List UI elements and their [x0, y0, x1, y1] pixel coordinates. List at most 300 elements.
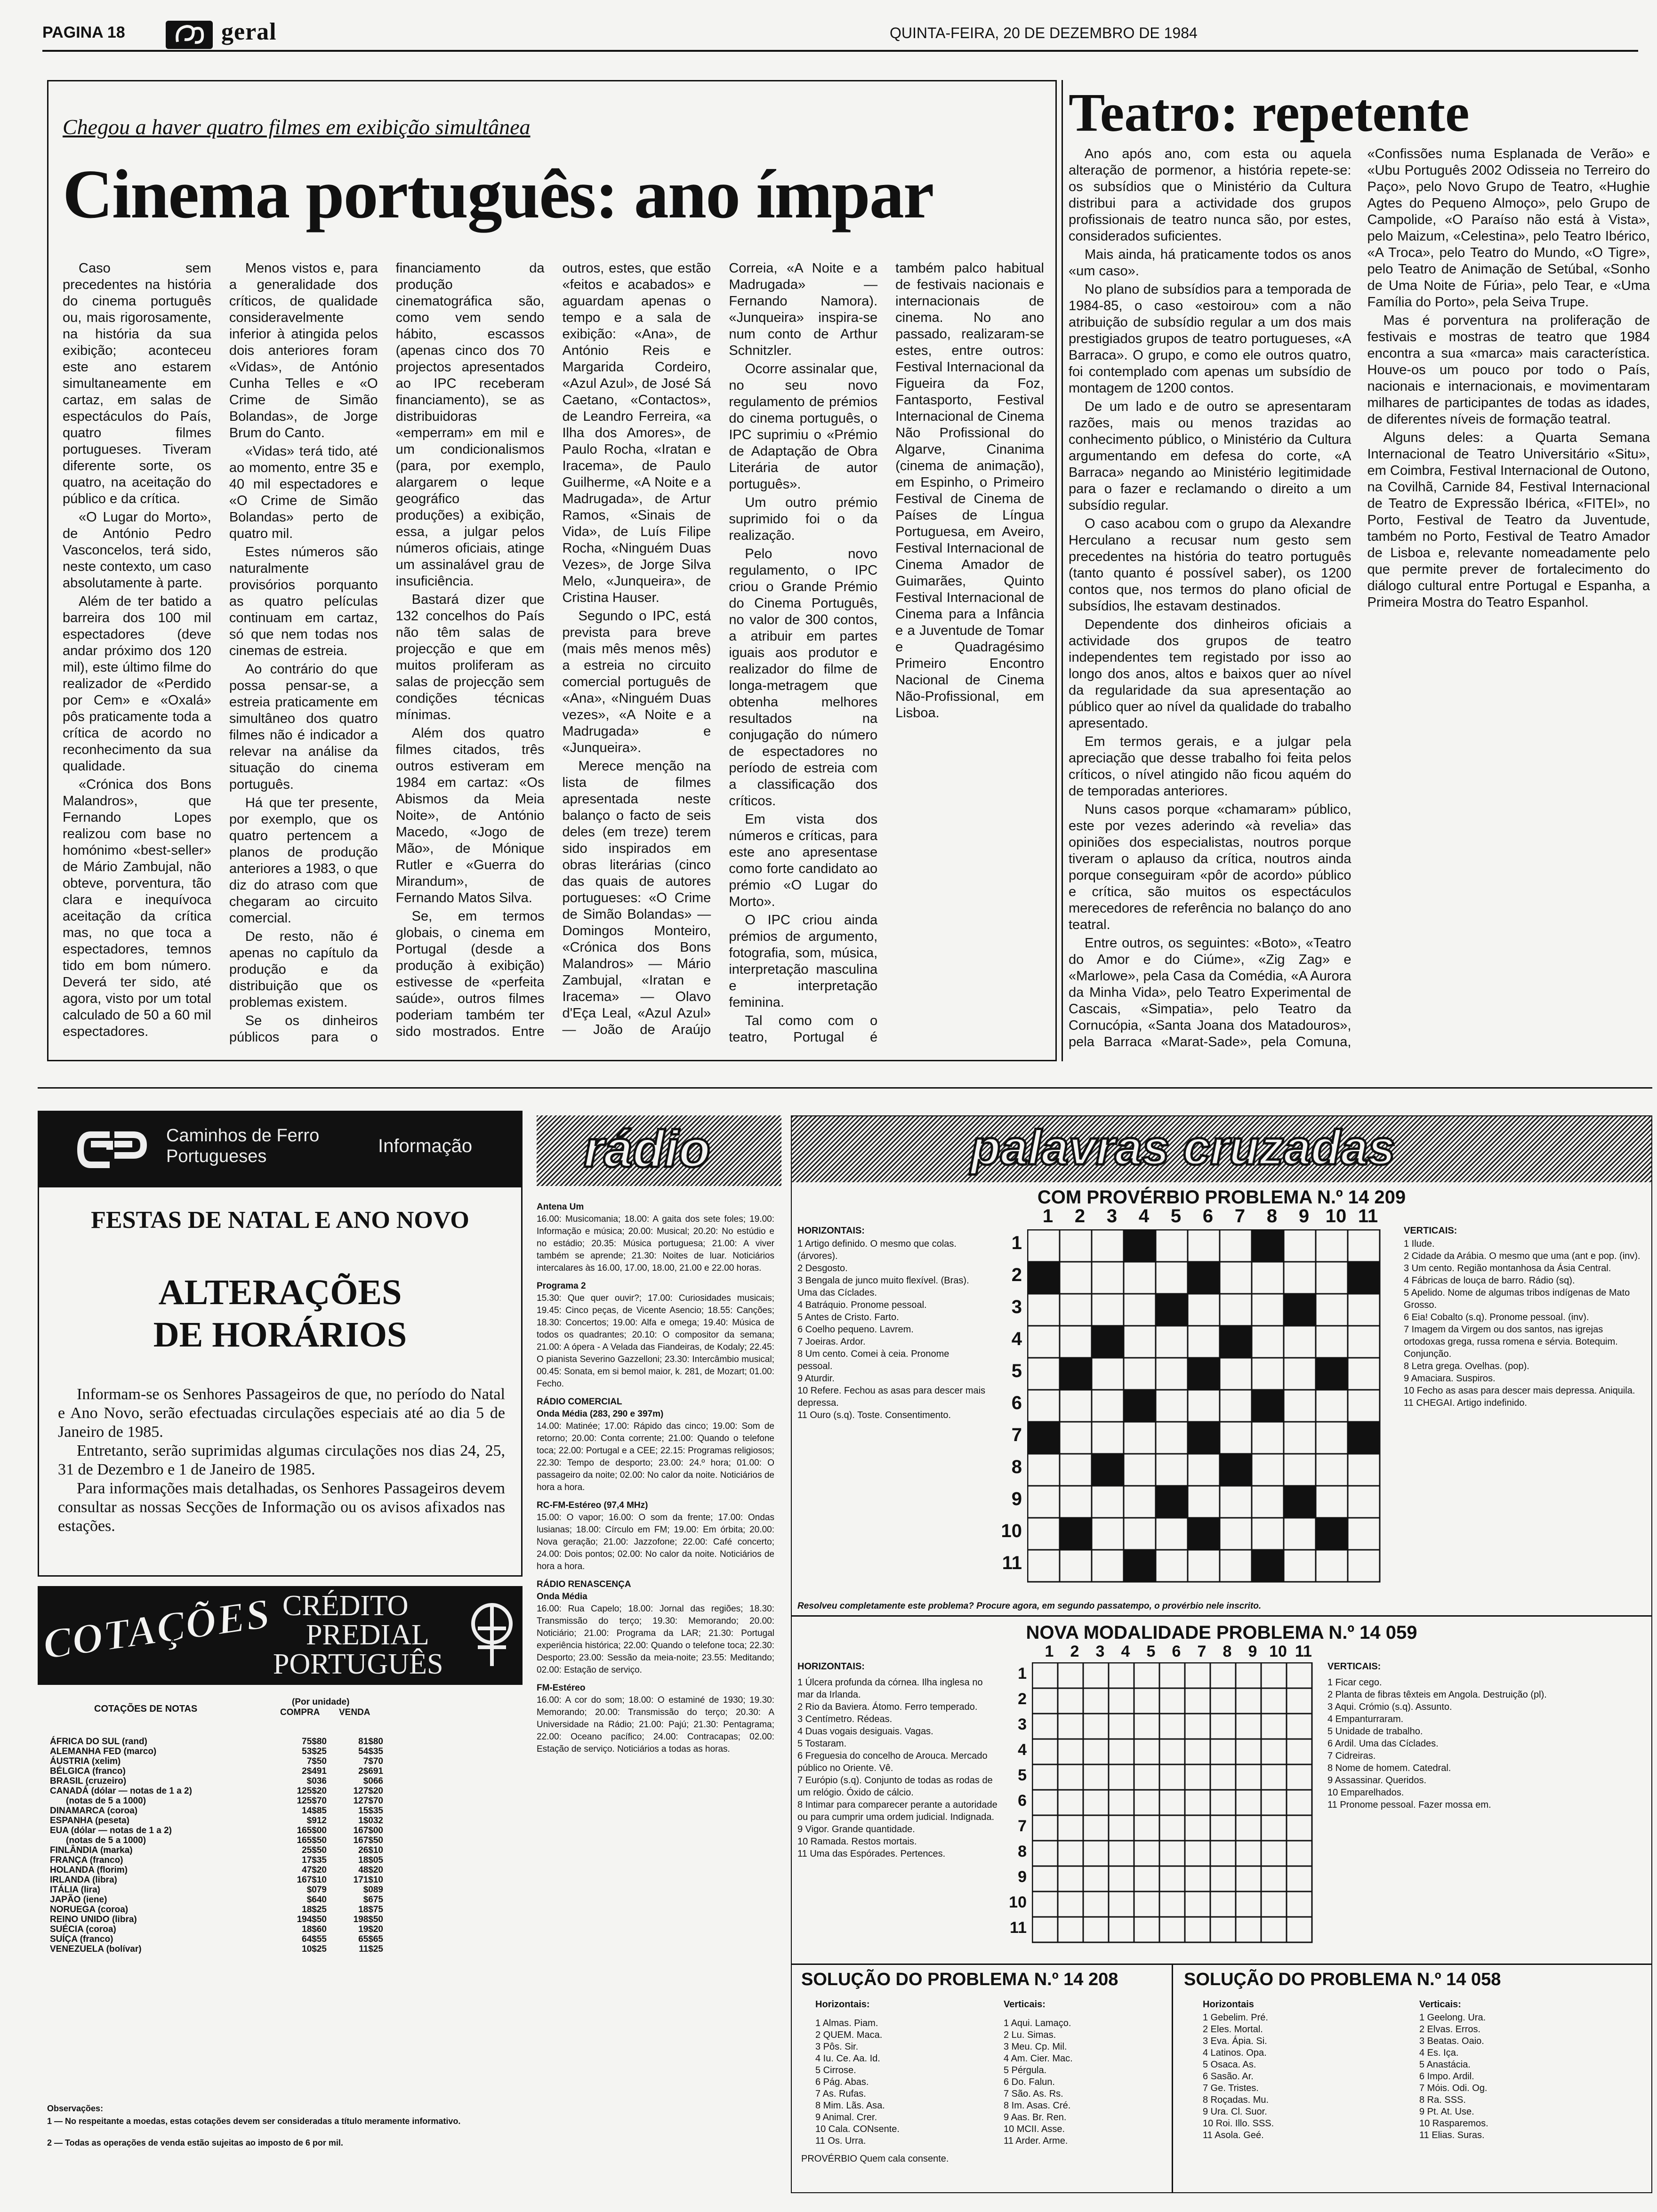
cotacoes-box [38, 1586, 523, 2184]
cotacoes-row [47, 1934, 386, 1944]
grid-cell [1083, 1663, 1109, 1688]
currency-name: ALEMANHA FED (marco) [50, 1747, 157, 1756]
grid-cell [1092, 1422, 1124, 1454]
grid-cell [1156, 1454, 1188, 1486]
radio-schedule: 15.00: O vapor; 16.00: O som da frente; 17.00: Ondas lusianas; 18.00: Círculo em FM; 19.00: Em órbita; 20.00: Nova geração; 21.00: Jazzofone; 22.00: Café concerto; 24.00: Dois pontos; 02.00: No calor da noite. Noticiários de hora a hora. [537, 1513, 774, 1571]
grid-cell [1092, 1550, 1124, 1582]
currency-name: NORUEGA (coroa) [50, 1905, 129, 1915]
grid-cell-black [1220, 1326, 1252, 1358]
clue-horizontal: 7 Joeiras. Ardor. [797, 1337, 866, 1347]
cinema-paragraph: O IPC criou ainda prémios de argumento, fotografia, som, música, interpretação masculina e interpretação feminina. [729, 913, 878, 1010]
grid-cell [1185, 1815, 1210, 1841]
grid-cell [1284, 1358, 1316, 1390]
radio-schedule: 16.00: Rua Capelo; 18.00: Jornal das regiões; 18.30: Transmissão do terço; 19.30: Memorando; 20.00: Noticiário; 21.00: Programa da LAR; 21.30: Portugal experiência histórica; 22.00: Quando o telefone toca; 22.30: Desporto; 23.00: Sessão da meia-noite; 23.55: Meditando; 02.00: Estação de serviço. [537, 1604, 774, 1675]
grid-cell [1316, 1390, 1348, 1422]
sell-rate: 54$35 [358, 1747, 383, 1756]
buy-rate: $036 [306, 1776, 327, 1786]
column-number: 5 [1170, 1206, 1182, 1226]
currency-name: (notas de 5 a 1000) [66, 1796, 146, 1806]
currency-name: (notas de 5 a 1000) [66, 1835, 146, 1845]
grid-cell [1134, 1739, 1159, 1764]
column-number: 3 [1095, 1643, 1105, 1660]
grid-cell [1185, 1917, 1210, 1942]
solution-vertical: 2 Lu. Simas. [1004, 2030, 1056, 2040]
grid-cell [1236, 1764, 1261, 1790]
clue-horizontal: 4 Duas vogais desiguais. Vagas. [797, 1726, 933, 1737]
cinema-paragraph: Além dos quatro filmes citados, três outros estiveram em 1984 em cartaz: «Os Abismos da Meia Noite», de António Macedo, «Jogo de Mão», de Mónique Rutler e «Guerra do Mirandum», de Fernando Matos Silva. [395, 726, 545, 906]
solution2-verticals [1419, 2012, 1608, 2141]
grid-cell-black [1316, 1358, 1348, 1390]
teatro-body [1069, 146, 1650, 1054]
grid-cell [1287, 1891, 1312, 1917]
row-number: 9 [1018, 1868, 1027, 1886]
currency-name: JAPÃO (iene) [50, 1895, 107, 1905]
currency-name: IRLANDA (libra) [50, 1875, 117, 1885]
currency-name: SUÉCIA (coroa) [50, 1924, 116, 1934]
column-number: 2 [1074, 1206, 1086, 1226]
grid-cell [1134, 1815, 1159, 1841]
grid-cell [1188, 1326, 1220, 1358]
solution-vertical: 11 Elias. Suras. [1419, 2130, 1485, 2140]
clue-horizontal: 11 Ouro (s.q). Toste. Consentimento. [797, 1410, 951, 1420]
grid-cell [1348, 1326, 1380, 1358]
row-number: 6 [1011, 1392, 1022, 1413]
grid-cell [1028, 1358, 1060, 1390]
clue-vertical: 10 Emparelhados. [1327, 1787, 1404, 1798]
grid-cell [1287, 1714, 1312, 1739]
grid-cell [1220, 1294, 1252, 1326]
grid-cell [1210, 1790, 1236, 1815]
clue-horizontal: 5 Antes de Cristo. Farto. [797, 1312, 899, 1322]
cotacoes-heading: COTAÇÕES DE NOTAS [94, 1704, 198, 1714]
sell-rate: 26$10 [358, 1845, 383, 1855]
sell-rate: 18$75 [358, 1905, 383, 1915]
grid-cell [1252, 1326, 1284, 1358]
row-number: 7 [1018, 1817, 1027, 1835]
teatro-article [1069, 80, 1652, 1061]
solution-vertical: 3 Meu. Cp. Mil. [1004, 2042, 1067, 2052]
section-logo-icon [166, 21, 213, 49]
clue-vertical: 8 Letra grega. Ovelhas. (pop). [1404, 1361, 1529, 1371]
grid-cell-black [1124, 1230, 1156, 1262]
clue-horizontal: 1 Úlcera profunda da córnea. Ilha inglesa no mar da Irlanda. [797, 1677, 983, 1700]
grid-cell [1188, 1230, 1220, 1262]
radio-banner [537, 1115, 781, 1186]
grid-cell [1109, 1917, 1134, 1942]
cp-subheadline-2: DE HORÁRIOS [153, 1315, 407, 1354]
column-number: 9 [1298, 1206, 1310, 1226]
grid-cell [1188, 1550, 1220, 1582]
sell-rate: 81$80 [358, 1737, 383, 1747]
grid-cell [1092, 1390, 1124, 1422]
row-number: 7 [1011, 1424, 1022, 1445]
row-number: 11 [1002, 1552, 1022, 1573]
buy-rate: 125$70 [297, 1796, 327, 1806]
clue-vertical: 8 Nome de homem. Catedral. [1327, 1763, 1451, 1773]
cotacoes-row [47, 1747, 386, 1756]
clue-horizontal: 5 Tostaram. [797, 1739, 847, 1749]
grid-cell-black [1188, 1358, 1220, 1390]
solution-vertical: 3 Beatas. Oaio. [1419, 2036, 1484, 2046]
grid-cell [1159, 1764, 1185, 1790]
column-number: 7 [1234, 1206, 1246, 1226]
clue-horizontal: 1 Artigo definido. O mesmo que colas. (árvores). [797, 1239, 957, 1261]
cinema-body [63, 260, 1044, 1051]
solution-vertical: 1 Aqui. Lamaço. [1004, 2018, 1071, 2028]
grid-cell [1159, 1790, 1185, 1815]
teatro-paragraph: Dependente dos dinheiros oficiais a actividade dos grupos de teatro independentes tem registado por isso ao longo dos anos, altos e baixos quer ao nível da regularidade da sua apresentação ao público quer ao nível da qualidade do trabalho apresentado. [1069, 617, 1351, 731]
clue-horizontal: 6 Coelho pequeno. Lavrem. [797, 1324, 914, 1335]
clue-vertical: 10 Fecho as asas para descer mais depressa. Aniquila. [1404, 1386, 1635, 1396]
clue-vertical: 7 Imagem da Virgem ou dos santos, nas igrejas ortodoxas grega, russa romena e sérvia. Botequim. Conjunção. [1404, 1324, 1618, 1359]
puzzle1-col-numbers [1032, 1206, 1378, 1229]
grid-cell-black [1060, 1518, 1092, 1550]
grid-cell [1109, 1841, 1134, 1866]
clue-vertical: 6 Ardil. Uma das Cíclades. [1327, 1739, 1439, 1749]
grid-cell [1287, 1739, 1312, 1764]
puzzle2-col-numbers [1037, 1643, 1319, 1661]
sell-rate: 18$05 [358, 1855, 383, 1865]
grid-cell [1210, 1917, 1236, 1942]
grid-cell [1316, 1326, 1348, 1358]
cotacoes-table [47, 1737, 386, 1954]
grid-cell-black [1284, 1294, 1316, 1326]
buy-rate: 2$491 [302, 1766, 327, 1776]
cp-paragraph: Entretanto, serão suprimidas algumas circulações nos dias 24, 25, 31 de Dezembro e 1 de Janeiro de 1985. [58, 1442, 505, 1478]
sell-rate: 19$20 [358, 1924, 383, 1934]
puzzle2-horizontals [797, 1676, 1000, 1860]
puzzle1-horizontals [797, 1238, 986, 1421]
solution-vertical: 5 Anastácia. [1419, 2060, 1471, 2070]
column-number: 11 [1295, 1643, 1312, 1660]
clue-vertical: 11 Pronome pessoal. Fazer mossa em. [1327, 1800, 1491, 1810]
grid-cell [1060, 1550, 1092, 1582]
grid-cell [1220, 1390, 1252, 1422]
radio-schedule: 16.00: A cor do som; 18.00: O estaminé de 1930; 19.30: Memorando; 20.00: Transmissão do terço; 20.30: A Universidade na Rádio; 21.00: Pajú; 21.30: Pentagrama; 22.00: Oceano pacífico; 24.00: Contracapas; 02.00: Estação de serviço. Noticiários a todas as horas. [537, 1695, 774, 1754]
grid-cell [1032, 1866, 1058, 1891]
cotacoes-row [47, 1865, 386, 1875]
grid-cell [1220, 1486, 1252, 1518]
puzzle1-horizontals-title: HORIZONTAIS: [797, 1226, 865, 1236]
grid-cell [1261, 1917, 1287, 1942]
currency-name: ÁFRICA DO SUL (rand) [50, 1737, 147, 1747]
grid-cell [1284, 1518, 1316, 1550]
currency-name: ÁUSTRIA (xelim) [50, 1756, 121, 1766]
cp-info-label: Informação [378, 1136, 473, 1156]
radio-station-name: RÁDIO COMERCIAL [537, 1397, 622, 1407]
grid-cell [1109, 1688, 1134, 1714]
cotacoes-row [47, 1845, 386, 1855]
grid-cell [1134, 1917, 1159, 1942]
solution-horizontal: 1 Almas. Piam. [815, 2018, 878, 2028]
grid-cell [1348, 1518, 1380, 1550]
cp-body [58, 1385, 505, 1536]
row-number: 4 [1018, 1741, 1027, 1759]
solution2-title: SOLUÇÃO DO PROBLEMA N.º 14 058 [1184, 1970, 1501, 1989]
solution-vertical: 9 Aas. Br. Ren. [1004, 2112, 1067, 2123]
solution-horizontal: 7 Ge. Tristes. [1203, 2083, 1259, 2093]
solution-horizontal: 8 Mim. Lãs. Asa. [815, 2100, 885, 2111]
cinema-paragraph: Caso sem precedentes na história do cinema português ou, mais rigorosamente, na história da sua exibição; aconteceu este ano estarem simultaneamente em cartaz, em salas de espectáculos do País, quatro filmes portugueses. Tiveram diferente sorte, os quatro, na aceitação do público e da crítica. [63, 261, 211, 506]
grid-cell [1188, 1454, 1220, 1486]
grid-cell-black [1252, 1390, 1284, 1422]
solution-vertical: 4 Am. Cier. Mac. [1004, 2053, 1073, 2064]
grid-cell [1210, 1866, 1236, 1891]
grid-cell-black [1092, 1454, 1124, 1486]
buy-rate: 75$80 [302, 1737, 327, 1747]
buy-rate: 64$55 [302, 1934, 327, 1944]
row-number: 5 [1018, 1766, 1027, 1785]
solution1-proverb: PROVÉRBIO Quem cala consente. [801, 2154, 949, 2164]
grid-cell [1159, 1866, 1185, 1891]
buy-rate: 165$00 [297, 1826, 327, 1835]
solution2-v-title: Verticais: [1419, 1999, 1461, 2010]
grid-cell [1124, 1518, 1156, 1550]
cinema-paragraph: Ocorre assinalar que, no seu novo regulamento de prémios do cinema português, o IPC suprimiu o «Prémio de Adaptação de Obra Literária de autor português». [729, 361, 878, 492]
grid-cell [1028, 1294, 1060, 1326]
sell-rate: $066 [363, 1776, 383, 1786]
grid-cell [1083, 1917, 1109, 1942]
clue-vertical: 9 Assassinar. Queridos. [1327, 1775, 1427, 1786]
cotacoes-banner [38, 1586, 523, 1685]
grid-cell [1348, 1550, 1380, 1582]
clue-vertical: 4 Empanturraram. [1327, 1714, 1404, 1724]
clue-vertical: 1 Ficar cego. [1327, 1677, 1382, 1688]
grid-cell [1156, 1326, 1188, 1358]
cp-company: Caminhos de Ferro Portugueses [166, 1126, 320, 1166]
clue-vertical: 2 Planta de fibras têxteis em Angola. Destruição (pl). [1327, 1690, 1547, 1700]
grid-cell [1109, 1815, 1134, 1841]
cinema-paragraph: «Crónica dos Bons Malandros», que Fernando Lopes realizou com base no homónimo «best-seller» de Mário Zambujal, não obteve, porventura, tão clara e inequívoca aceitação da crítica mas, no que toca a espectadores, temnos tido em bom número. Deverá ter sido, até agora, visto por um total calculado de 50 a 60 mil espectadores. [63, 777, 211, 1039]
grid-cell [1032, 1663, 1058, 1688]
grid-cell [1348, 1454, 1380, 1486]
cinema-paragraph: «O Lugar do Morto», de António Pedro Vasconcelos, terá sido, neste contexto, um caso absolutamente à parte. [63, 510, 211, 591]
grid-cell [1058, 1866, 1083, 1891]
grid-cell [1124, 1422, 1156, 1454]
grid-cell [1210, 1841, 1236, 1866]
column-number: 6 [1172, 1643, 1181, 1660]
column-number: 8 [1266, 1206, 1278, 1226]
grid-cell [1188, 1390, 1220, 1422]
row-number: 3 [1011, 1296, 1022, 1317]
grid-cell [1284, 1422, 1316, 1454]
solution1-box [792, 1965, 1173, 2193]
grid-cell [1159, 1739, 1185, 1764]
currency-name: ESPANHA (peseta) [50, 1816, 129, 1826]
radio-station-name: RC-FM-Estéreo (97,4 MHz) [537, 1500, 648, 1510]
grid-cell [1210, 1714, 1236, 1739]
currency-name: HOLANDA (florim) [50, 1865, 128, 1875]
grid-cell [1032, 1714, 1058, 1739]
grid-cell [1058, 1815, 1083, 1841]
bank-name-3: PORTUGUÊS [273, 1648, 443, 1680]
grid-cell-black [1156, 1294, 1188, 1326]
solution-vertical: 8 Ra. SSS. [1419, 2095, 1466, 2105]
grid-cell [1236, 1663, 1261, 1688]
cinema-headline: Cinema português: ano ímpar [63, 156, 933, 233]
column-number: 8 [1223, 1643, 1232, 1660]
grid-cell [1060, 1390, 1092, 1422]
grid-cell [1287, 1790, 1312, 1815]
grid-cell [1185, 1891, 1210, 1917]
grid-cell [1284, 1550, 1316, 1582]
grid-cell [1060, 1262, 1092, 1294]
solution-horizontal: 10 Roi. Illo. SSS. [1203, 2118, 1274, 2129]
cotacoes-row [47, 1816, 386, 1826]
grid-cell [1261, 1790, 1287, 1815]
grid-cell [1159, 1917, 1185, 1942]
teatro-paragraph: Em termos gerais, e a julgar pela apreciação que desse trabalho foi feita pelos críticos, o nível atingido não ficou aquém do de temporadas anteriores. [1069, 734, 1351, 799]
grid-cell [1316, 1262, 1348, 1294]
grid-cell [1348, 1358, 1380, 1390]
grid-cell [1156, 1518, 1188, 1550]
grid-cell [1156, 1358, 1188, 1390]
currency-name: BÉLGICA (franco) [50, 1766, 126, 1776]
currency-name: DINAMARCA (coroa) [50, 1806, 138, 1816]
radio-station-band: Onda Média [537, 1592, 587, 1602]
row-number: 10 [1009, 1893, 1027, 1912]
row-number: 2 [1018, 1690, 1027, 1708]
grid-cell [1261, 1663, 1287, 1688]
cp-subheadline-1: ALTERAÇÕES [158, 1273, 402, 1312]
cinema-paragraph: Em vista dos números e críticas, para este ano apresentase como forte candidato ao prémio «O Lugar do Morto». [729, 812, 878, 909]
grid-cell [1032, 1790, 1058, 1815]
buy-rate: $912 [306, 1816, 327, 1826]
solution-horizontal: 2 Eles. Mortal. [1203, 2024, 1263, 2035]
solution1-horizontals [815, 2018, 975, 2147]
grid-cell [1156, 1390, 1188, 1422]
solution1-v-title: Verticais: [1004, 1999, 1046, 2010]
grid-cell [1058, 1891, 1083, 1917]
puzzle2-grid [1032, 1662, 1319, 1949]
buy-rate: 7$50 [306, 1756, 327, 1766]
sell-rate: 127$20 [353, 1786, 383, 1796]
grid-cell-black [1156, 1486, 1188, 1518]
clue-vertical: 5 Unidade de trabalho. [1327, 1726, 1423, 1737]
clue-horizontal: 8 Um cento. Comei à ceia. Pronome pessoal. [797, 1349, 949, 1371]
currency-name: REINO UNIDO (libra) [50, 1915, 137, 1924]
grid-cell [1252, 1422, 1284, 1454]
column-number: 10 [1325, 1206, 1347, 1226]
radio-schedule: 14.00: Matinée; 17.00: Rápido das cinco; 19.00: Som de retorno; 20.00: Conta corrente; 21.00: Quando o telefone toca; 22.00: Portugal e a CEE; 22.15: Programas religiosos; 22.30: Tempo de desporto; 23.00: 24.º hora; 01.00: O passageiro da noite; 02.00: No calor da noite. Noticiários de hora a hora. [537, 1421, 774, 1492]
grid-cell [1188, 1486, 1220, 1518]
grid-cell [1348, 1294, 1380, 1326]
crossword-banner [792, 1116, 1651, 1182]
grid-cell [1028, 1390, 1060, 1422]
row-number: 9 [1011, 1488, 1022, 1509]
grid-cell [1124, 1326, 1156, 1358]
cotacoes-row [47, 1786, 386, 1796]
grid-cell [1092, 1262, 1124, 1294]
cotacoes-row [47, 1885, 386, 1895]
cinema-paragraph: Estes números são naturalmente provisórios porquanto as quatro películas continuam em cartaz, só que nem todas nos cinemas de estreia. [229, 545, 378, 658]
grid-cell [1236, 1790, 1261, 1815]
solution-horizontal: 7 As. Rufas. [815, 2089, 866, 2099]
solution2-box [1174, 1965, 1651, 2193]
puzzle2-horizontals-title: HORIZONTAIS: [797, 1661, 865, 1672]
grid-cell-black [1124, 1390, 1156, 1422]
sell-rate: 167$50 [353, 1835, 383, 1845]
grid-cell [1236, 1866, 1261, 1891]
cinema-paragraph: Segundo o IPC, está prevista para breve (mais mês menos mês) a estreia no circuito comercial português de «Ana», «Ninguém Duas vezes», «A Noite e a Madrugada» e «Junqueira». [562, 609, 711, 755]
solution-horizontal: 10 Cala. CONsente. [815, 2124, 900, 2134]
radio-station-band: Onda Média (283, 290 e 397m) [537, 1409, 664, 1419]
grid-cell [1220, 1422, 1252, 1454]
grid-cell [1124, 1486, 1156, 1518]
grid-cell-black [1028, 1262, 1060, 1294]
column-number: 6 [1202, 1206, 1214, 1226]
grid-cell [1083, 1891, 1109, 1917]
grid-cell [1058, 1790, 1083, 1815]
grid-cell [1092, 1294, 1124, 1326]
grid-cell [1083, 1739, 1109, 1764]
grid-cell [1083, 1714, 1109, 1739]
currency-name: BRASIL (cruzeiro) [50, 1776, 127, 1786]
currency-name: ITÁLIA (lira) [50, 1885, 100, 1895]
teatro-paragraph: Ano após ano, com esta ou aquela alteração de pormenor, a história repete-se: os subsídios que o Ministério da Cultura distribui para a actividade dos grupos profissionais de teatro nunca são, por estes, considerados suficientes. [1069, 146, 1351, 244]
grid-cell [1159, 1891, 1185, 1917]
grid-cell [1083, 1815, 1109, 1841]
grid-cell [1060, 1326, 1092, 1358]
grid-cell [1287, 1815, 1312, 1841]
buy-rate: $640 [306, 1895, 327, 1905]
solution-vertical: 6 Impo. Ardil. [1419, 2071, 1474, 2082]
grid-cell [1236, 1891, 1261, 1917]
grid-cell-black [1348, 1422, 1380, 1454]
cotacoes-banner-text: COTAÇÕES [40, 1590, 273, 1668]
grid-cell [1210, 1663, 1236, 1688]
grid-cell [1156, 1550, 1188, 1582]
cotacoes-row [47, 1737, 386, 1747]
grid-cell [1287, 1764, 1312, 1790]
grid-cell [1287, 1866, 1312, 1891]
row-number: 8 [1018, 1843, 1027, 1861]
puzzle2-verticals-title: VERTICAIS: [1327, 1661, 1381, 1672]
currency-name: CANADÁ (dólar — notas de 1 a 2) [50, 1786, 192, 1796]
radio-listings [537, 1195, 774, 1758]
clue-horizontal: 11 Uma das Espórades. Pertences. [797, 1849, 946, 1859]
grid-cell [1316, 1486, 1348, 1518]
grid-cell-black [1092, 1326, 1124, 1358]
sell-rate: 11$25 [359, 1944, 383, 1954]
teatro-paragraph: Alguns deles: a Quarta Semana Internacional de Teatro Universitário «Situ», em Coimbra, Festival Internacional de Outono, na Covilhã, Carnide 84, Festival Internacional de Teatro de Expressão Ibérica, «FITEI», no Porto, Festival de Teatro da Juventude, também no Porto, Festival de Teatro Amador de Lisboa e, relevante nomeadamente pelo que permite prever de fortalecimento do diálogo cultural entre Portugal e Espanha, a Primeira Mostra do Teatro Espanhol. [1367, 430, 1650, 610]
cotacoes-row [47, 1855, 386, 1865]
grid-cell [1287, 1663, 1312, 1688]
clue-horizontal: 2 Rio da Baviera. Átomo. Ferro temperado. [797, 1702, 978, 1712]
currency-name: VENEZUELA (bolívar) [50, 1944, 142, 1954]
clue-horizontal: 7 Európio (s.q). Conjunto de todas as rodas de um relógio. Óxido de cálcio. [797, 1775, 993, 1798]
cotacoes-sell-header: VENDA [339, 1707, 370, 1717]
grid-cell [1134, 1841, 1159, 1866]
cinema-paragraph: Se, em termos globais, o cinema em Portugal (desde a produção à exibição) estivesse de «perfeita saúde», outros filmes poderiam também ter sido mostrados. Entre outros, estes, que estão «feitos e acabados» e aguardam apenas o tempo e a sala de exibição: «Ana», de António Reis e Margarida Cordeiro, «Azul Azul», de José Sá Caetano, «Contactos», de Leandro Ferreira, «a Ilha dos Amores», de Paulo Rocha, «Iratan e Iracema», de Paulo Guilherme, «A Noite e a Madrugada», de Artur Ramos, «Sinais de Vida», de Luís Filipe Rocha, «Ninguém Duas Vezes», de Jorge Silva Melo, «Junqueira», de Cristina Hauser. [395, 261, 711, 1039]
grid-cell [1236, 1841, 1261, 1866]
buy-rate: $079 [306, 1885, 327, 1895]
grid-cell [1185, 1714, 1210, 1739]
clue-vertical: 9 Amaciara. Suspiros. [1404, 1373, 1496, 1384]
cotacoes-note-1: 1 — No respeitante a moedas, estas cotações devem ser consideradas a título meramente informativo. [47, 2116, 461, 2126]
grid-cell [1134, 1891, 1159, 1917]
grid-cell-black [1220, 1454, 1252, 1486]
clue-vertical: 1 Ilude. [1404, 1239, 1435, 1249]
clue-vertical: 3 Aqui. Crómio (s.q). Assunto. [1327, 1702, 1452, 1712]
grid-cell [1210, 1688, 1236, 1714]
sell-rate: 1$032 [358, 1816, 383, 1826]
column-number: 2 [1070, 1643, 1079, 1660]
solution-vertical: 6 Do. Falun. [1004, 2077, 1055, 2087]
grid-cell [1236, 1739, 1261, 1764]
teatro-headline: Teatro: repetente [1069, 83, 1470, 143]
cotacoes-row [47, 1924, 386, 1934]
